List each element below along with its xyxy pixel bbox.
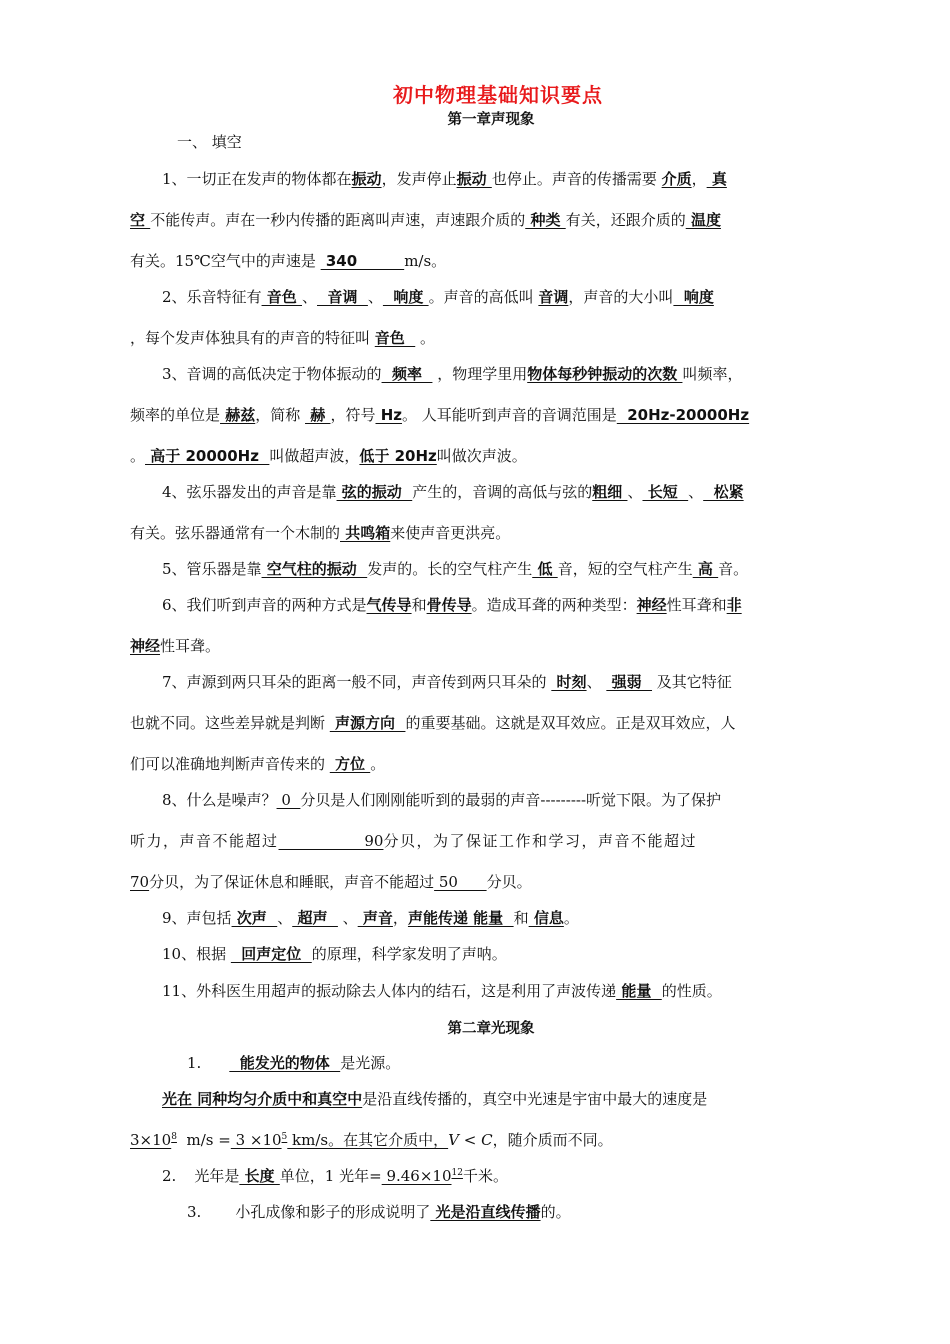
page-title: 初中物理基础知识要点 (393, 83, 603, 107)
q10-line1: 10、根据 回声定位 的原理，科学家发明了声呐。 (162, 945, 507, 963)
q7-line1: 7、声源到两只耳朵的距离一般不同，声音传到两只耳朵的 时刻、 强弱 及其它特征 (162, 673, 732, 691)
q3-line2: 频率的单位是 赫兹，简称 赫 ，符号 Hz。 人耳能听到声音的音调范围是 20Hz-20000Hz (130, 406, 750, 424)
q3-line1: 3、音调的高低决定于物体振动的 频率 ，物理学里用物体每秒钟振动的次数 叫频率， (162, 365, 743, 383)
q4-line1: 4、弦乐器发出的声音是靠 弦的振动 产生的，音调的高低与弦的粗细 、 长短 、 松紧 (162, 483, 744, 501)
c2-q1b-line1: 光在 同种均匀介质中和真空中是沿直线传播的，真空中光速是宇宙中最大的速度是 (162, 1090, 708, 1108)
q7-line2: 也就不同。这些差异就是判断 声源方向 的重要基础。这就是双耳效应。正是双耳效应，人 (130, 714, 736, 732)
q6-line2: 神经性耳聋。 (130, 637, 221, 655)
c2-q1b-line2: $3\times 10^8$ $m/s = 3 \times 10^5$ km/s。在其它介质中，V < C，随介质而不同。 (130, 1131, 613, 1149)
q3-line3: 。 高于 20000Hz 叫做超声波，低于 20Hz叫做次声波。 (130, 447, 527, 465)
q8-line3: 70分贝，为了保证休息和睡眠，声音不能超过 50 分贝。 (130, 873, 532, 891)
c2-q3-line1: 3. 小孔成像和影子的形成说明了 光是沿直线传播的。 (187, 1203, 571, 1221)
q11-line1: 11、外科医生用超声的振动除去人体内的结石，这是利用了声波传递 能量 的性质。 (162, 982, 722, 1000)
c2-q2-line1: 2. 光年是 长度 单位，1 光年= $9.46\times 10^{12}$千米。 (162, 1167, 508, 1185)
q1-line3: 有关。15℃空气中的声速是 340 m/s。 (130, 252, 447, 270)
q7-line3: 们可以准确地判断声音传来的 方位 。 (130, 755, 386, 773)
q9-line1: 9、声包括 次声 、 超声 、 声音，声能传递 能量 和 信息。 (162, 909, 579, 927)
chapter-2-heading: 第二章光现象 (447, 1021, 535, 1037)
q8-line1: 8、什么是噪声？ 0 分贝是人们刚刚能听到的最弱的声音---------听觉下限。为了保护 (162, 791, 722, 809)
q4-line2: 有关。弦乐器通常有一个木制的 共鸣箱来使声音更洪亮。 (130, 524, 511, 542)
chapter-1-heading: 第一章声现象 (447, 112, 535, 128)
q1-line2: 空 不能传声。声在一秒内传播的距离叫声速，声速跟介质的 种类 有关，还跟介质的 温度 (130, 211, 721, 229)
q5-line1: 5、管乐器是靠 空气柱的振动 发声的。长的空气柱产生 低 音，短的空气柱产生 高 音。 (162, 560, 749, 578)
q8-line2: 听力，声音不能超过 90分贝，为了保证工作和学习，声音不能超过 (130, 832, 697, 850)
q2-line1: 2、乐音特征有 音色 、 音调 、 响度 。声音的高低叫 音调，声音的大小叫 响度 (162, 288, 714, 306)
q6-line1: 6、我们听到声音的两种方式是气传导和骨传导。造成耳聋的两种类型：神经性耳聋和非 (162, 596, 742, 614)
q1-line1: 1、一切正在发声的物体都在振动，发声停止振动 也停止。声音的传播需要 介质， 真 (162, 170, 727, 188)
section-heading: 一、 填空 (177, 133, 242, 151)
c2-q1-line1: 1. 能发光的物体 是光源。 (187, 1054, 401, 1072)
q2-line2: ，每个发声体独具有的声音的特征叫 音色 。 (130, 329, 436, 347)
